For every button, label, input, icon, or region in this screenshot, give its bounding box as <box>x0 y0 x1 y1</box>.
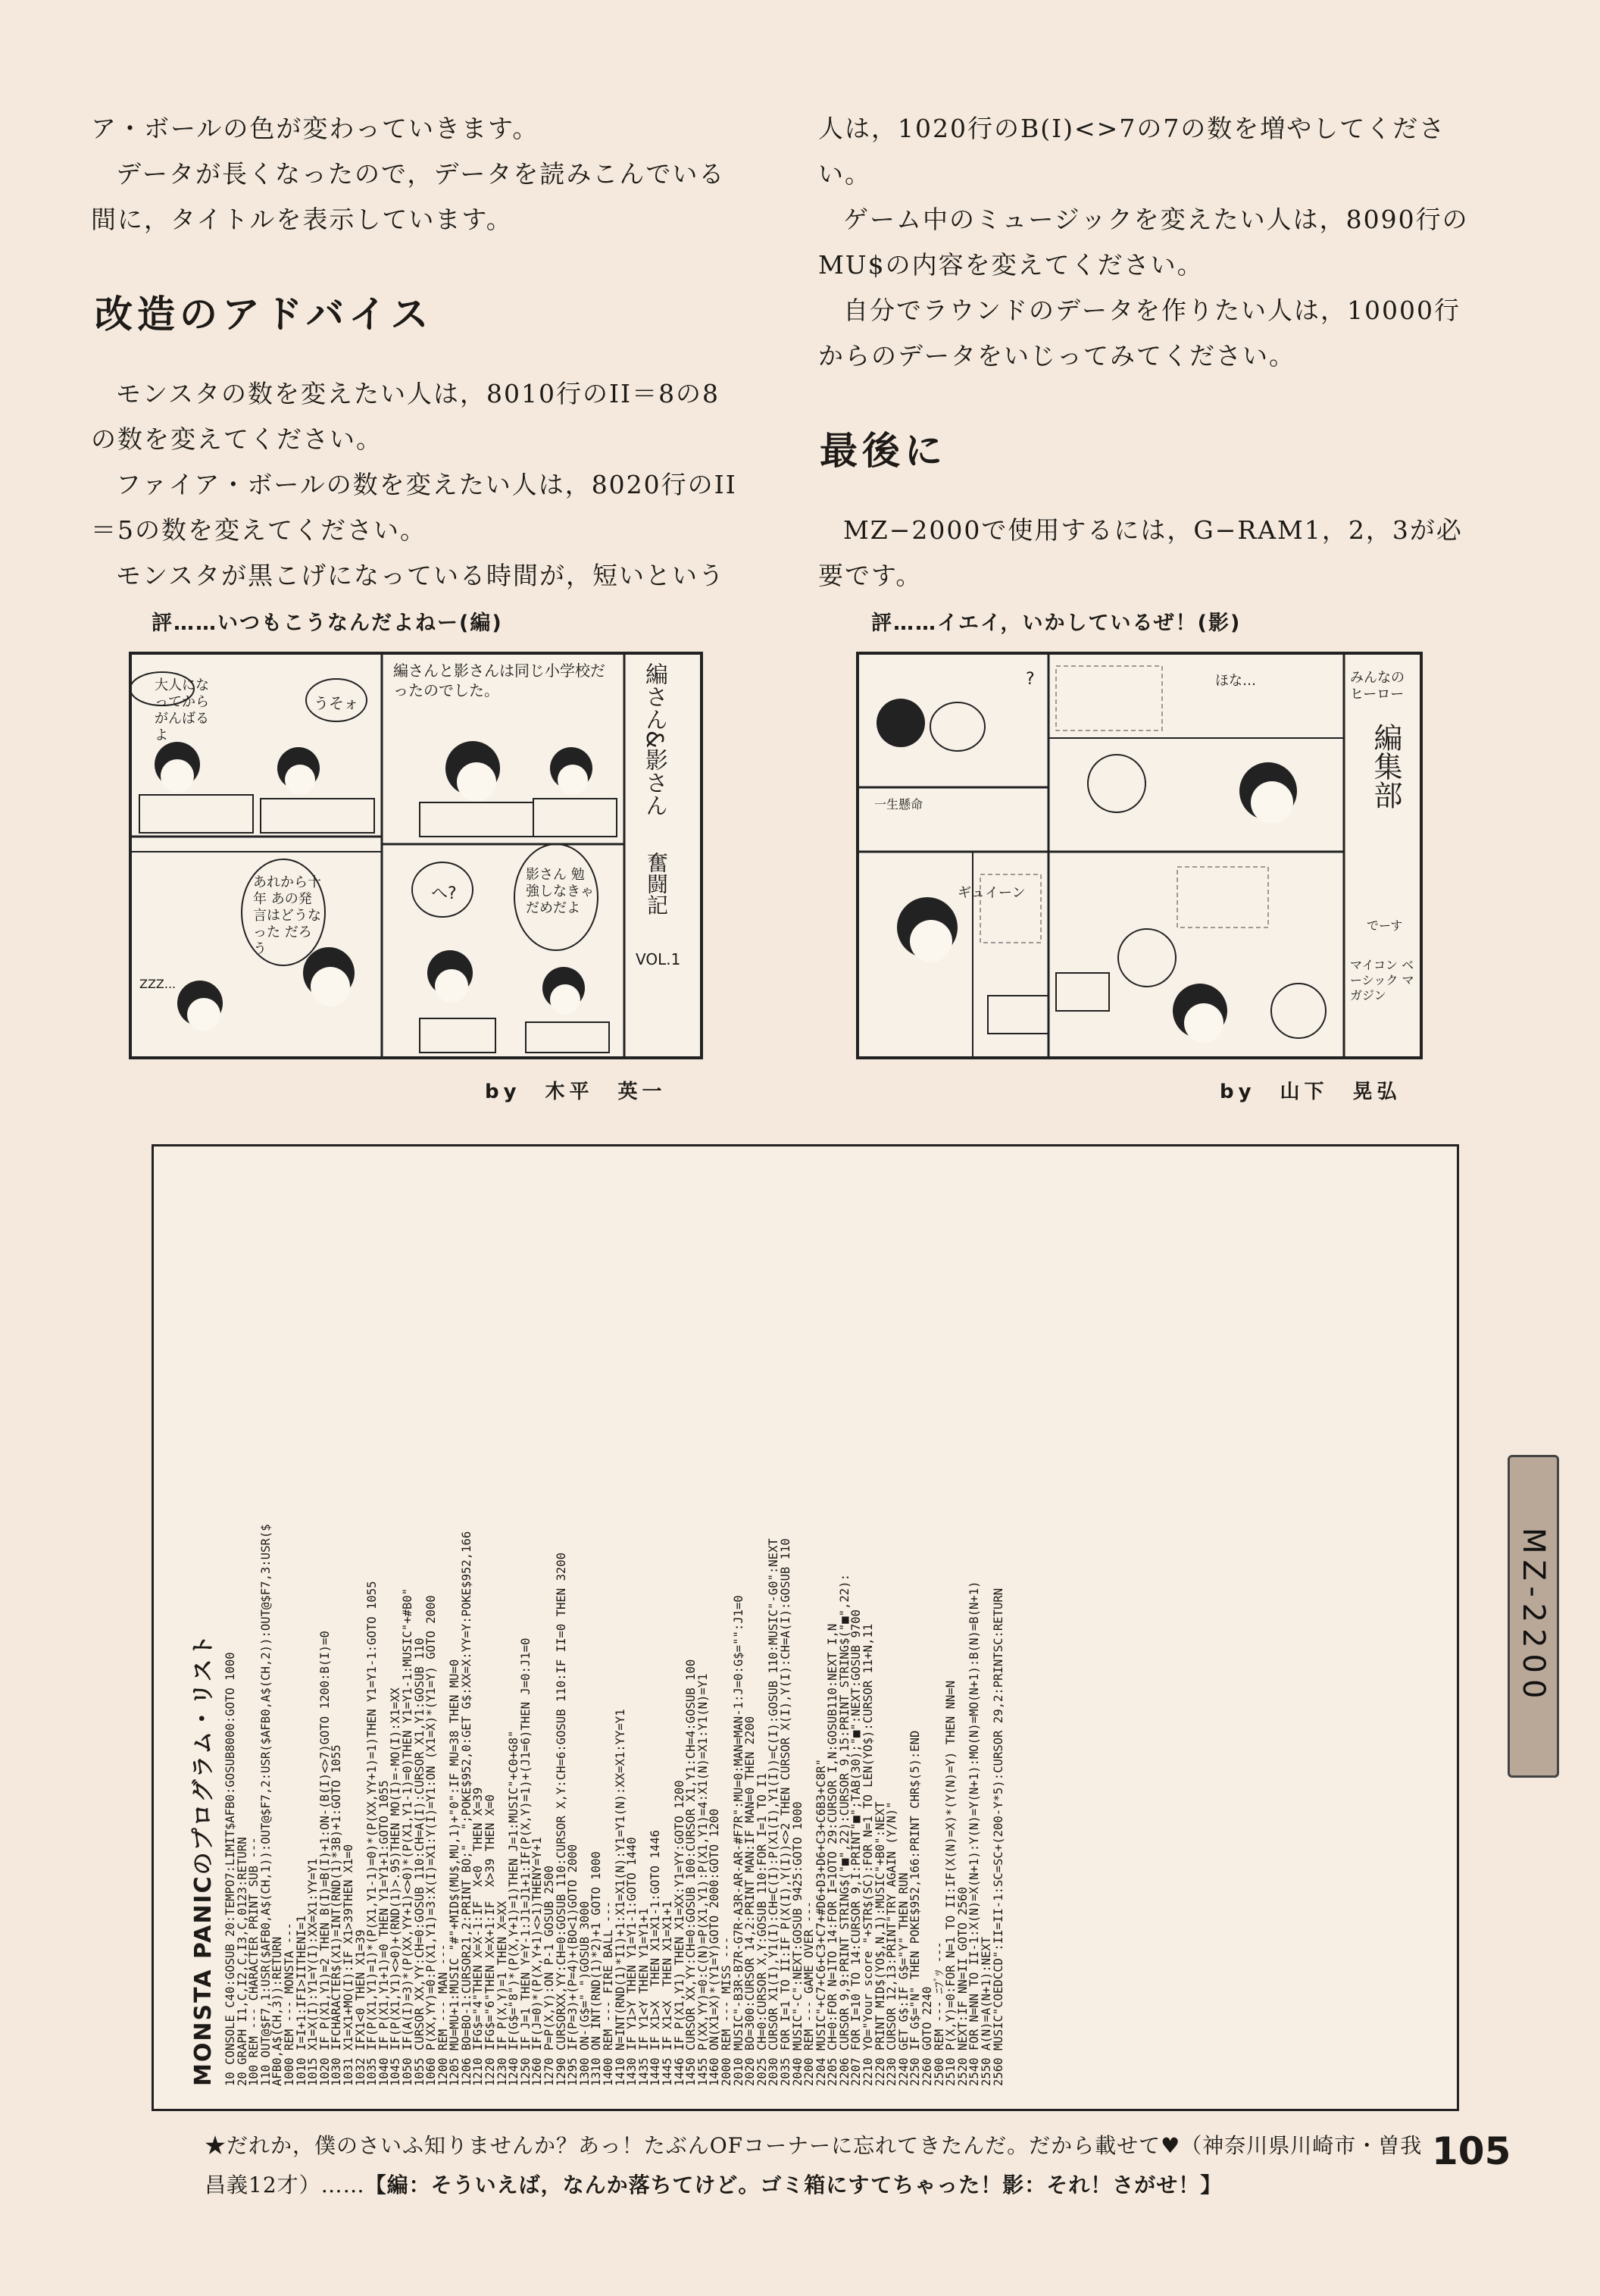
comic-subtitle: 奮闘記 <box>644 852 669 915</box>
code-line: 2020 BO=300:CURSOR 14,2:PRINT MAN:IF MAN=0 THEN 2200 <box>743 1716 758 2086</box>
paragraph: モンスタが黒こげになっている時間が，短いという <box>116 561 726 590</box>
code-line: 2510 P(X,Y)=0:FOR N=1 TO II:IF(X(N)=X)*(Y(N)=Y) THEN NN=N <box>944 1680 958 2086</box>
code-line: 2540 FOR N=NN TO II-1:X(N)=X(N+1):Y(N)=Y(N+1):MO(N)=MO(N+1):B(N)=B(N+1) <box>967 1581 982 2086</box>
comic-caption-right: 評……イエイ，いかしているぜ！(影) <box>871 612 1242 635</box>
code-line: 100 REM --- CHARACTER PRINT SUB --- <box>247 1837 261 2086</box>
bubble-text: 影さん 勉強しなきゃ だめだよ <box>526 867 594 916</box>
comic-volume: VOL.1 <box>636 950 681 968</box>
sign-text: みんなの ヒーロー <box>1350 670 1405 702</box>
code-line: 2260 GOTO 2240 <box>920 1986 935 2086</box>
code-line: 1045 IF(P(X1,Y1)<>0)+(RND(1)>.95)THEN MO(I)=-MO(I):X1=XX <box>389 1688 403 2086</box>
code-line: 1260 IF(J=0)*(P(X,Y+1)<>1)THENY=Y+1 <box>530 1837 545 2086</box>
code-line: 1455 P(XX,YY)=0:C(N)=P(X1,Y1):P(X1,Y1)=4:X1(N)=X1:Y1(N)=Y1 <box>695 1673 710 2086</box>
paragraph: 人は，1020行のB(I)<>7の7の数を増やしてください。 <box>818 114 1446 189</box>
code-line: 2204 MUSIC"+C7+C6+C3+C7+#D6+D3+D6+C3+C6B3+C8R" <box>814 1759 828 2086</box>
narration-text: 編さんと影さんは同じ小学校だったのでした。 <box>393 662 605 699</box>
code-line: 2000 REM --- MISS --- <box>719 1936 733 2086</box>
comic-drawing-right <box>859 655 1420 1056</box>
code-line: 110 OUT@$F7,1:USR($AFB0,A$(CH,1)):OUT@$F7,2:USR($AFB0,A$(CH,2)):OUT@$F7,3:USR($ <box>258 1524 273 2086</box>
section-heading-finally: 最後に <box>820 429 947 473</box>
code-line: 1250 IF J=1 THEN Y=Y-1:J1=J1+1:IF(P(X,Y)=1)+(J1=6)THEN J=0:J1=0 <box>518 1638 533 2086</box>
code-line: 2220 PRINT MID$(YO$,N,1):MUSIC"+B0":NEXT <box>873 1801 887 2086</box>
code-line: 2206 CURSOR 9,9:PRINT STRING$("■",22):CURSOR 9,15:PRINT STRING$("■",22): <box>837 1574 852 2086</box>
code-line: 1290 CURSORXX,YY:CH=0:GOSUB 110:CURSOR X,Y:CH=6:GOSUB 110:IF II=0 THEN 3200 <box>554 1552 568 2086</box>
machine-tab-label: MZ-2200 <box>1516 1528 1551 1705</box>
code-line: 1060 P(XX,YY)=0:P(X1,Y1)=3:X(I)=X1:Y(I)=Y1:ON (X1=X)*(Y1=Y) GOTO 2000 <box>424 1595 439 2086</box>
bubble-text: 一生懸命 <box>874 797 923 812</box>
code-line: 1460 ON(X1=X)*(Y1=Y)GOTO 2000:GOTO 1200 <box>708 1808 722 2086</box>
right-column <box>818 106 1470 379</box>
code-line: 10 CONSOLE C40:GOSUB 20:TEMPO7:LIMIT$AFB0:GOSUB8000:GOTO 1000 <box>223 1652 237 2086</box>
reader-note <box>205 2126 1432 2205</box>
paragraph: ア・ボールの色が変わっていきます。 <box>91 114 539 143</box>
bubble-text: あれから十年 あの発言はどうなった だろう <box>253 874 321 957</box>
comic-drawing-left <box>132 655 700 1056</box>
sfx-text: ZZZ... <box>139 977 177 991</box>
byline-right: by 山下 晃弘 <box>1220 1081 1402 1103</box>
left-column <box>91 106 742 242</box>
sign-text: 編集部 <box>1369 723 1402 809</box>
code-line: 1240 IF(G$="8")*(P(X,Y+1)=1)THEN J=1:MUSIC"+C0+G8" <box>507 1730 521 2086</box>
reader-note-reply: 【編：そういえば，なんか落ちてけど。ゴミ箱にすてちゃった！影：それ！さがせ！】 <box>364 2172 1223 2197</box>
reader-note-text: ★だれか，僕のさいふ知りませんか？あっ！たぶんOFコーナーに忘れてきたんだ。だから載せて♥（神奈川県川崎市・曽我昌義12才）…… <box>205 2133 1423 2197</box>
code-line: 1400 REM --- FIRE BALL --- <box>602 1900 615 2086</box>
code-line: 1015 X1=X(I):Y1=Y(I):XX=X1:YY=Y1 <box>306 1858 320 2086</box>
code-line: 2500 REM --- ﾆﾌﾞﾂ --- <box>932 1941 946 2086</box>
code-line: 2010 MUSIC"-B3R-B7R-G7R-A3R-AR-AR-#F7R":MU=0:MAN=MAN-1:J=0:G$="":J1=0 <box>731 1595 745 2086</box>
code-line: 20 GRAPH I1,C,I2,C,I3,C,0123:RETURN <box>235 1837 249 2086</box>
sfx-text: ギュイーン <box>958 885 1026 901</box>
bubble-text: ? <box>1026 670 1035 689</box>
listing-title: MONSTA PANICのプログラム・リスト <box>190 1633 217 2086</box>
code-line: 1035 IF(P(X1,Y1)=1)*(P(X1,Y1-1)=0)*(P(XX,YY+1)=1)THEN Y1=Y1-1:GOTO 1055 <box>365 1581 380 2086</box>
paragraph: ゲーム中のミュージックを変えたい人は，8090行のMU$の内容を変えてください。 <box>818 205 1469 280</box>
code-line: 2035 FOR I=1 TO II:IF P(X(I),Y(I))<>2 THEN CURSOR X(I),Y(I):CH=A(I):GOSUB 110 <box>778 1538 792 2086</box>
code-line: 1031 X1=X1+MO(I):IF X1>39THEN X1=0 <box>341 1844 355 2086</box>
code-line: 1230 IF P(X,Y)=1 THEN X=XX <box>495 1900 509 2086</box>
section-heading-advice: 改造のアドバイス <box>95 292 433 336</box>
code-line: 2520 NEXT:IF NN=II GOTO 2560 <box>955 1887 970 2086</box>
code-line: 2250 IF G$="N" THEN POKE$952,166:PRINT CHR$(5):END <box>908 1730 923 2086</box>
code-line: 2205 CH=0:FOR N=1TO 14:FOR I=1OTO 29:CURSOR I,N:GOSUB110:NEXT I,N <box>826 1623 840 2086</box>
code-line: 2025 CH=0:CURSOR X,Y:GOSUB 110:FOR I=1 TO I1 <box>755 1772 769 2086</box>
program-code <box>225 1162 1005 2086</box>
code-line: 2560 MUSIC"COEDCCD":II=II-1:SC=SC+(200-Y*5):CURSOR 29,2:PRINTSC:RETURN <box>991 1587 1005 2086</box>
program-listing-rotated <box>184 1162 1442 2086</box>
code-line: 1310 ON INT(RND(1)*2)+1 GOTO 1000 <box>589 1851 604 2086</box>
code-line: 2030 CURSOR X1(I),Y1(I):CH=C(I):P(X1(I),Y1(I))=C(I):GOSUB 110:MUSIC"-G0":NEXT <box>767 1538 781 2086</box>
left-column-advice <box>91 371 742 599</box>
code-line: 2200 REM --- GAME OVER --- <box>802 1900 817 2086</box>
code-line: 1200 REM --- MAN --- <box>436 1944 450 2086</box>
paragraph: データが長くなったので，データを読みこんでいる間に，タイトルを表示しています。 <box>91 159 726 234</box>
code-line: 1220 IFG$="6"THEN X=X+1:IF X>39 THEN X=0 <box>483 1794 498 2086</box>
code-line: 1206 BO=BO-1:CURSOR21,2:PRINT BO;" ";POKE$952,0:GET G$:XX=X:YY=Y:POKE$952,166 <box>459 1531 473 2086</box>
code-line: 1430 IF Y1>Y THEN Y1=Y1-1:GOTO 1440 <box>625 1837 639 2086</box>
code-line: 2207 FOR I=10 TO 14:CURSOR 9,I:PRINT"■";TAB(30);"■":NEXT:GOSUB 9700 <box>849 1609 864 2086</box>
bubble-text: へ? <box>431 884 457 903</box>
code-line: 1020 IF P(X1,Y1)=2 THEN B(I)=B(I)+1:ON-(B(I)<>7)GOTO 1200:B(I)=0 <box>317 1631 332 2086</box>
code-line: 1446 IF P(X1,Y1) THEN X1=XX:Y1=YY:GOTO 1200 <box>672 1780 686 2086</box>
sign-text: でーす <box>1367 918 1403 933</box>
code-line: 1030 IFCHARACTER$(X1)=INT(RND(1)*3B)+1:GOTO 1055 <box>330 1744 344 2086</box>
code-line: 2040 MUSIC"-C":NEXT:GOSUB 9425:GOTO 1000 <box>790 1801 805 2086</box>
code-line: 1410 N=INT(RND(1)*I1)+1:X1=X1(N):Y1=Y1(N):XX=X1:YY=Y1 <box>613 1709 627 2086</box>
code-line: 1055 CURSOR XX,YY:CH=0:GOSUB 110:CH=A(I):CURSOR X1,Y1:GOSUB 110 <box>412 1638 427 2086</box>
paragraph: ファイア・ボールの数を変えたい人は，8020行のII＝5の数を変えてください。 <box>91 470 737 545</box>
code-line: 1295 IF(P=3)+(P=4)+(BO<1)GOTO 2000 <box>566 1844 580 2086</box>
code-line: 1435 IF Y1<Y THEN Y1=Y1+1 <box>636 1908 651 2086</box>
code-line: 1205 MU=MU+1:MUSIC "#"+MID$(MU$,MU,1)+"0":IF MU=38 THEN MU=0 <box>448 1659 462 2086</box>
code-line: AFB0,A$(CH,3)):RETURN <box>270 1936 285 2086</box>
code-line: 1032 IFX1<0 THEN X1=39 <box>353 1929 367 2086</box>
comic-strip-right <box>856 652 1423 1059</box>
code-line: 1010 I=I+1:IFI>IITHENI=1 <box>294 1915 308 2086</box>
code-line: 1300 ON-(G$=" ")GOSUB 3000 <box>577 1900 592 2086</box>
bubble-text: ほな… <box>1215 673 1256 689</box>
code-line: 1270 P=P(X,Y):ON P-1 GOSUB 2500 <box>542 1865 557 2086</box>
paragraph: 自分でラウンドのデータを作りたい人は，10000行からのデータをいじってみてください。 <box>818 296 1461 371</box>
bubble-text: 大人になってからがんばるよ <box>155 677 209 743</box>
code-line: 1050 IF(A(I)=3)*(P(XX,YY+1)<>0)*(P(X1,Y1-1)=0)THEN Y1=Y1-1:MUSIC"+#B0" <box>400 1587 414 2086</box>
comic-title: 編さん&影さん <box>641 662 667 817</box>
code-line: 2210 YO="Your score "+STR$(SC):FOR N=1 TO LEN(YO$):CURSOR 11+N,11 <box>861 1623 876 2086</box>
code-line: 1000 REM --- MONSTA --- <box>282 1922 296 2086</box>
byline-left: by 木平 英一 <box>485 1081 667 1103</box>
code-line: 2550 A(N)=A(N+1):NEXT <box>980 1936 993 2086</box>
page-number: 105 <box>1432 2129 1511 2173</box>
comic-caption-left: 評……いつもこうなんだよねー(編) <box>152 612 503 635</box>
code-line: 1450 CURSOR XX,YY:CH=0:GOSUB 100:CURSOR X1,Y1:CH=4:GOSUB 100 <box>684 1659 698 2086</box>
code-line: 1210 IFG$="4"THEN X=X-1:IF X<0 THEN X=39 <box>471 1787 486 2086</box>
bubble-text: うそォ <box>314 694 359 712</box>
machine-tab <box>1508 1455 1559 1778</box>
paragraph: モンスタの数を変えたい人は，8010行のII＝8の8の数を変えてください。 <box>91 379 720 454</box>
comic-strip-left <box>129 652 703 1059</box>
code-line: 1445 IF X1<X THEN X1=X1+1 <box>660 1900 674 2086</box>
right-column-finally <box>818 508 1470 599</box>
program-listing-box <box>152 1144 1459 2111</box>
code-line: 2240 GET G$:IF G$="Y" THEN RUN <box>896 1872 911 2086</box>
paragraph: MZ−2000で使用するには，G−RAM1，2，3が必要です。 <box>818 515 1463 590</box>
code-line: 1040 IF P(X1,Y1+1)=0 THEN Y1=Y1+1:GOTO 1055 <box>377 1780 391 2086</box>
code-line: 1440 IF X1>X THEN X1=X1-1:GOTO 1446 <box>648 1830 663 2086</box>
code-line: 2230 CURSOR 12,13:PRINT"TRY AGAIN (Y/N)" <box>885 1801 899 2086</box>
sign-text: マイコン ベーシック マガジン <box>1350 958 1414 1003</box>
